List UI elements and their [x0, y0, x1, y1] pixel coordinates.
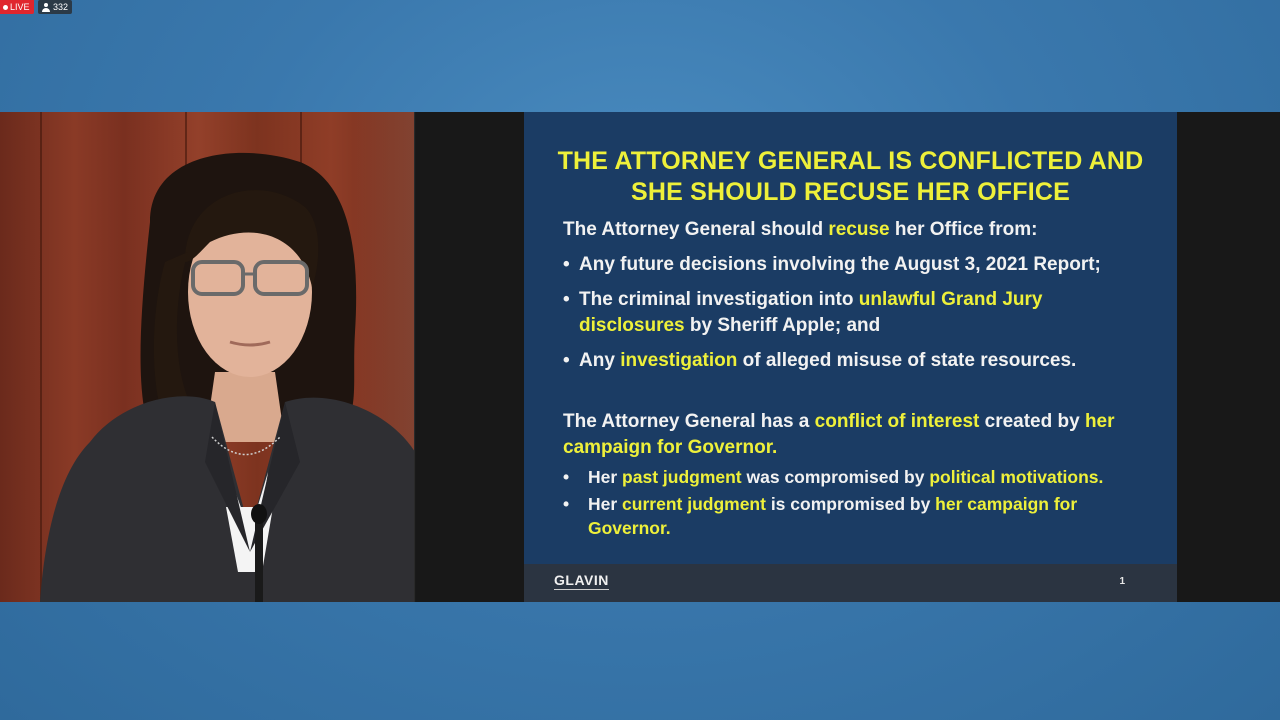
viewer-count: 332: [53, 2, 69, 12]
glavin-logo: GLAVIN: [554, 572, 609, 588]
presentation-slide: [524, 112, 1177, 602]
slide-conflict-statement: The Attorney General has a conflict of interest created by her campaign for Governor.: [563, 411, 1115, 458]
slide-sub-bullet-1: • Her past judgment was compromised by political motivations.: [563, 467, 1104, 487]
slide-letterbox-right: [1177, 112, 1280, 602]
live-dot-icon: [3, 5, 8, 10]
viewer-count-badge: [38, 0, 72, 14]
slide-intro: The Attorney General should recuse her Office from:: [563, 219, 1038, 240]
slide-footer: [524, 564, 1177, 602]
person-icon: [42, 3, 50, 12]
slide-letterbox-left: [416, 112, 524, 602]
slide-title: [524, 146, 1177, 208]
speaker-video-feed: [0, 112, 415, 602]
slide-sub-bullet-2: • Her current judgment is compromised by her campaign for Governor.: [563, 494, 1078, 538]
live-badge: [0, 0, 34, 14]
slide-bullet-1: • Any future decisions involving the August 3, 2021 Report;: [563, 254, 1101, 275]
slide-page-number: 1: [1119, 576, 1125, 587]
stream-stage: [0, 112, 1280, 602]
slide-bullet-3: • Any investigation of alleged misuse of state resources.: [563, 350, 1077, 371]
slide-title-line-1: THE ATTORNEY GENERAL IS CONFLICTED AND: [557, 147, 1144, 175]
slide-title-line-2: SHE SHOULD RECUSE HER OFFICE: [631, 178, 1070, 206]
slide-bullet-2: • The criminal investigation into unlawful Grand Jury disclosures by Sheriff Apple; and: [563, 289, 1043, 336]
live-label: LIVE: [10, 2, 30, 12]
speaker-figure: [0, 112, 415, 602]
